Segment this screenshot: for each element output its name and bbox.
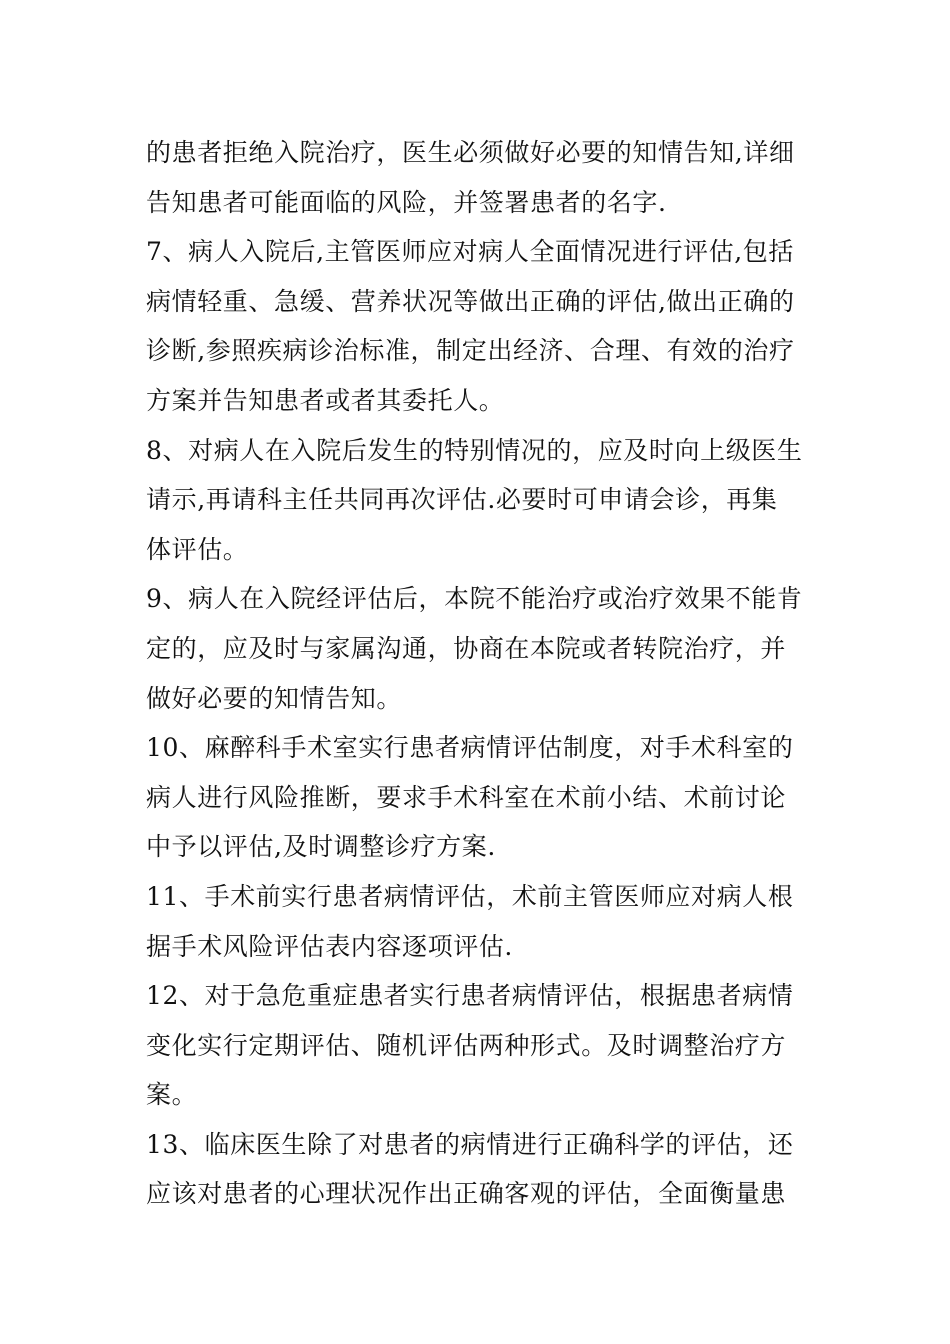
text-line: 方案并告知患者或者其委托人。 [146, 385, 505, 415]
text-line: 案。 [146, 1080, 198, 1110]
text-line: 做好必要的知情告知。 [146, 683, 403, 713]
text-line: 变化实行定期评估、随机评估两种形式。及时调整治疗方 [146, 1030, 787, 1060]
text-line: 12、对于急危重症患者实行患者病情评估，根据患者病情 [146, 981, 794, 1011]
text-line: 10、麻醉科手术室实行患者病情评估制度，对手术科室的 [146, 733, 794, 763]
text-line: 8、对病人在入院后发生的特别情况的，应及时向上级医生 [146, 435, 803, 465]
text-line: 体评估。 [146, 534, 249, 564]
text-line: 7、病人入院后,主管医师应对病人全面情况进行评估,包括 [146, 237, 795, 267]
text-line: 病人进行风险推断，要求手术科室在术前小结、术前讨论 [146, 782, 787, 812]
text-line: 11、手术前实行患者病情评估，术前主管医师应对病人根 [146, 881, 794, 911]
text-line: 病情轻重、急缓、营养状况等做出正确的评估,做出正确的 [146, 286, 795, 316]
text-line: 定的，应及时与家属沟通，协商在本院或者转院治疗，并 [146, 633, 787, 663]
text-line: 请示,再请科主任共同再次评估.必要时可申请会诊，再集 [146, 485, 778, 515]
text-line: 告知患者可能面临的风险，并签署患者的名字. [146, 187, 667, 217]
document-body [146, 128, 826, 1219]
text-line: 诊断,参照疾病诊治标准，制定出经济、合理、有效的治疗 [146, 336, 795, 366]
text-line: 据手术风险评估表内容逐项评估. [146, 931, 513, 961]
text-line: 的患者拒绝入院治疗，医生必须做好必要的知情告知,详细 [146, 138, 795, 167]
text-line: 应该对患者的心理状况作出正确客观的评估，全面衡量患 [146, 1179, 787, 1209]
text-line: 13、临床医生除了对患者的病情进行正确科学的评估，还 [146, 1129, 794, 1159]
text-line: 9、病人在入院经评估后，本院不能治疗或治疗效果不能肯 [146, 584, 803, 614]
text-line: 中予以评估,及时调整诊疗方案. [146, 832, 496, 862]
